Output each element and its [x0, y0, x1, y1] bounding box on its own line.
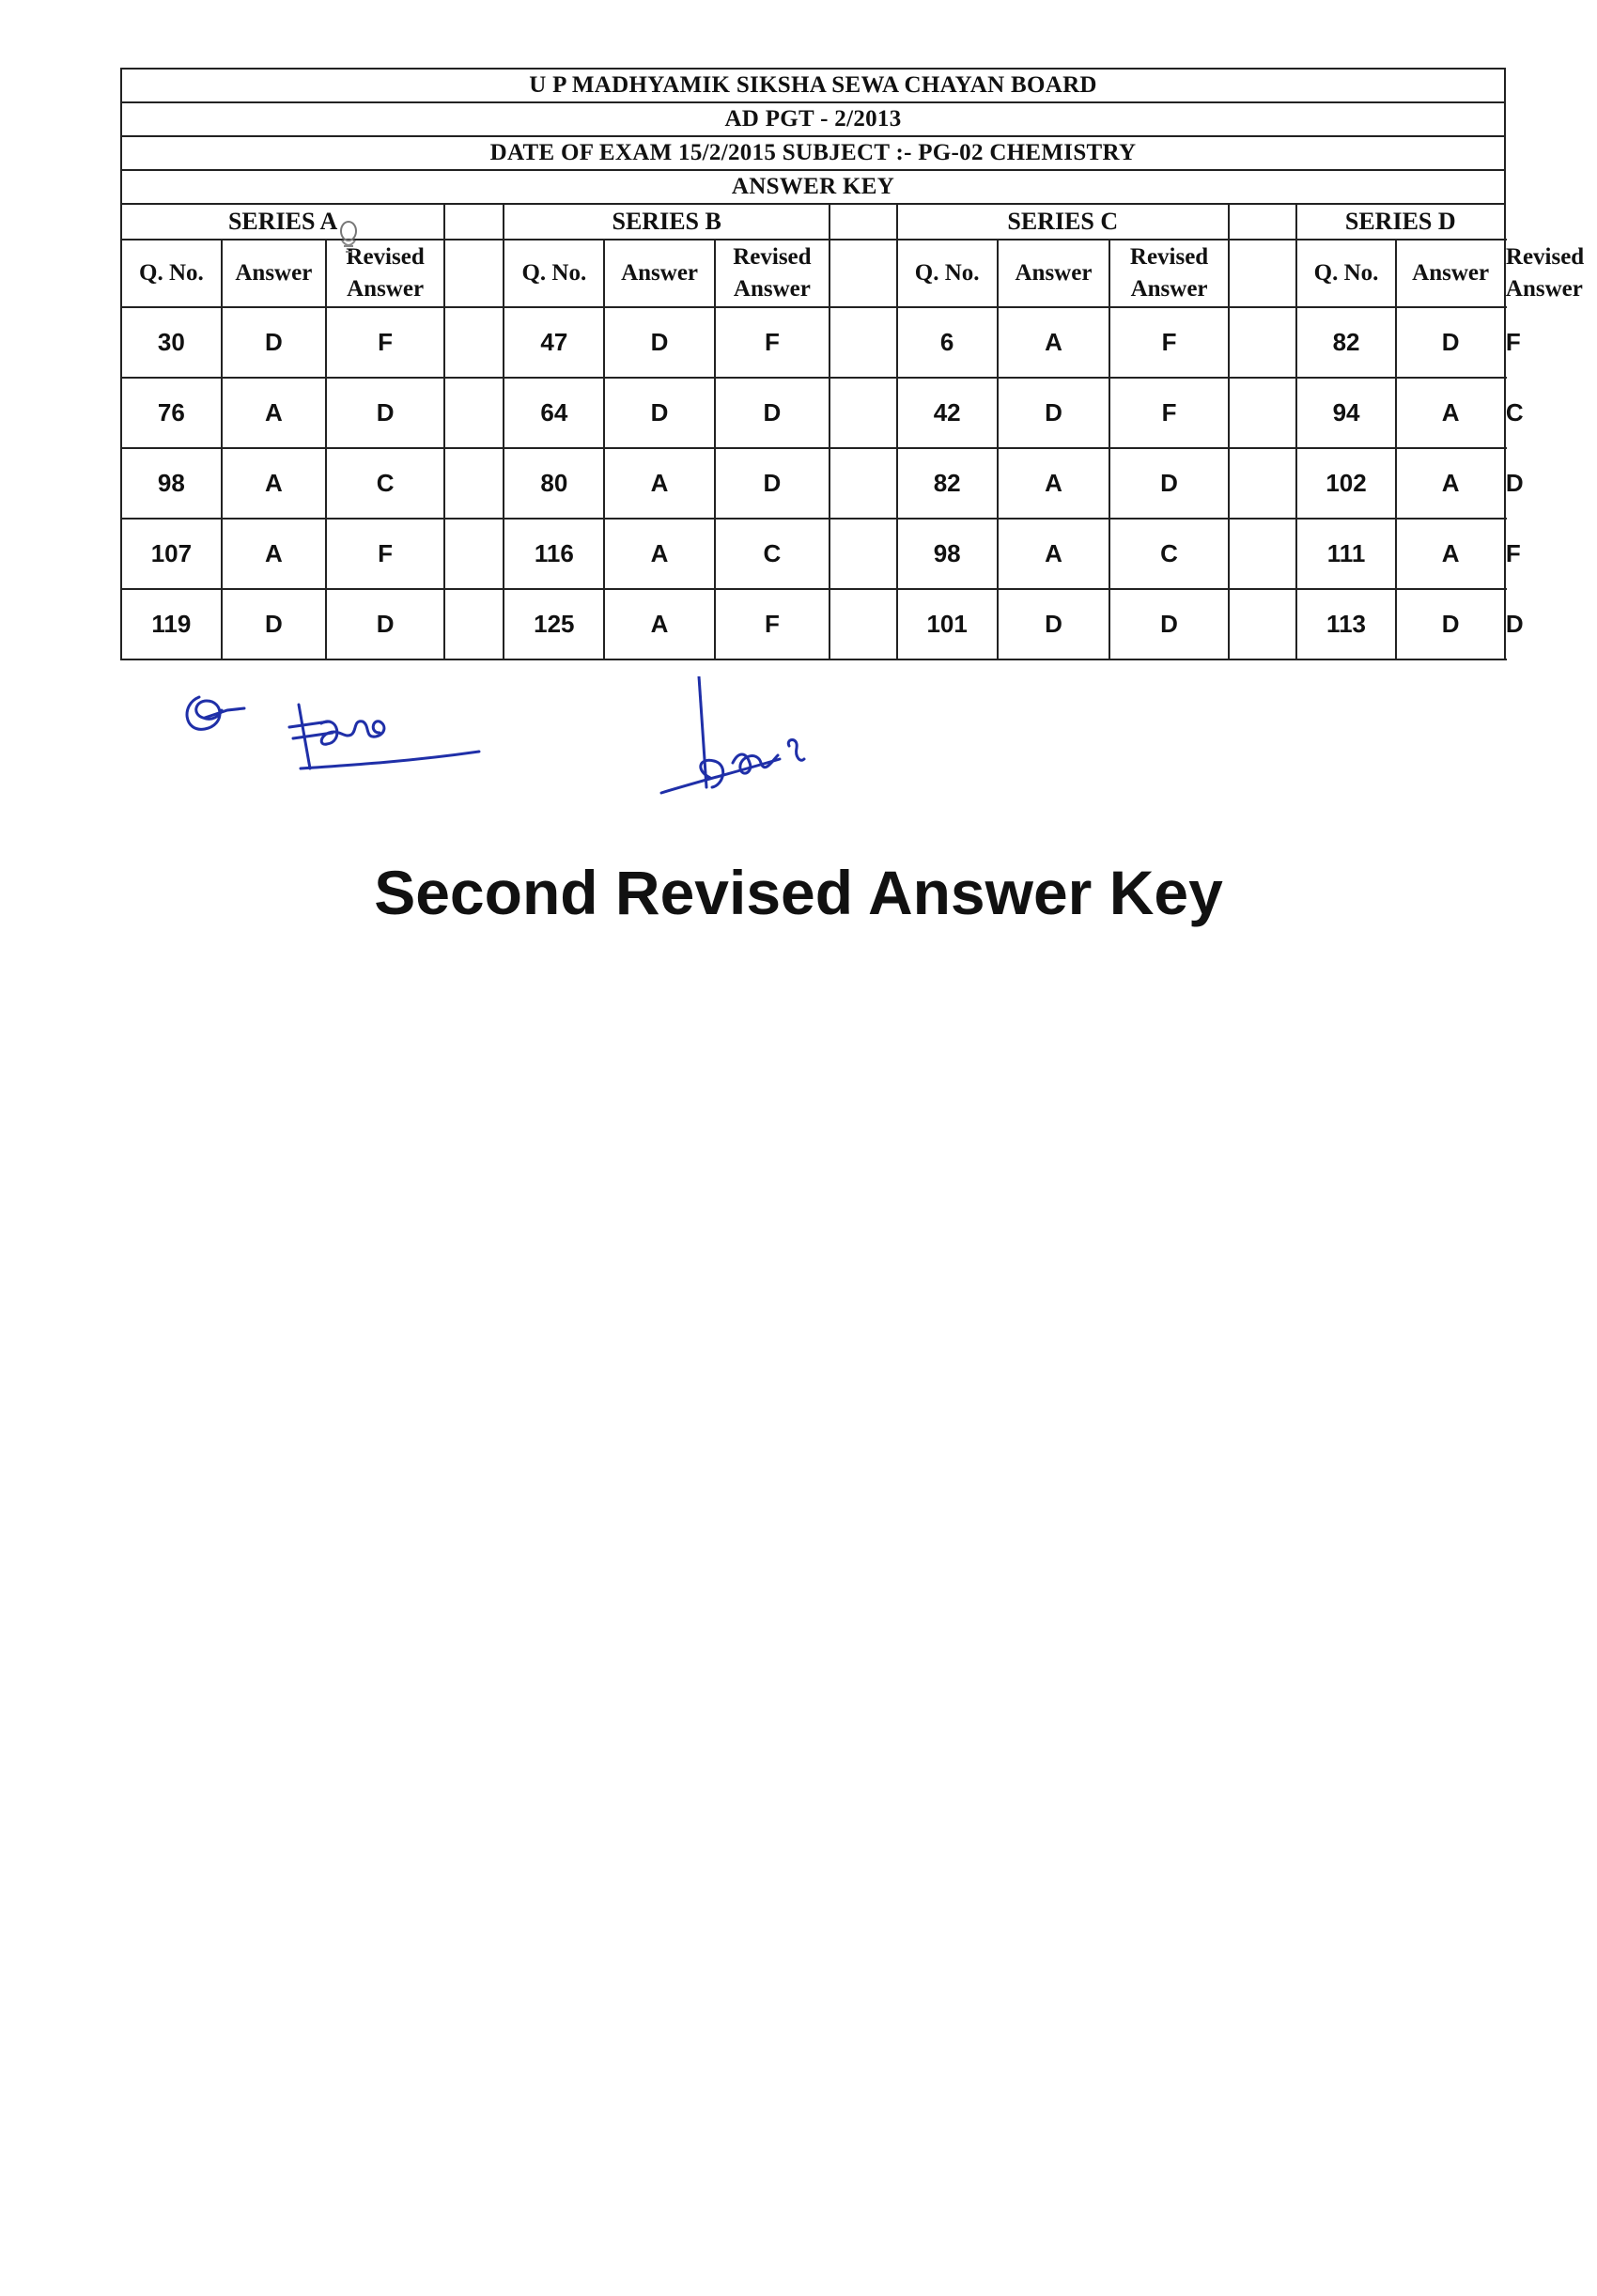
answer-cell: D	[222, 307, 326, 378]
qno-cell: 82	[897, 448, 998, 519]
revised-header-line1: Revised	[1129, 244, 1209, 270]
revised-answer-cell: F	[1109, 307, 1228, 378]
revised-header-line1: Revised	[346, 244, 425, 270]
qno-cell: 101	[897, 589, 998, 659]
table-row	[121, 378, 1505, 448]
signature-left	[178, 676, 498, 794]
answer-cell: A	[604, 519, 715, 589]
qno-header: Q. No.	[504, 240, 604, 307]
signature-right	[648, 676, 874, 813]
qno-cell: 116	[504, 519, 604, 589]
answer-cell: A	[222, 448, 326, 519]
series-d-label: SERIES D	[1296, 204, 1505, 240]
column-header-row	[121, 240, 1505, 307]
answer-cell: A	[998, 307, 1110, 378]
qno-cell: 82	[1296, 307, 1397, 378]
answer-cell: D	[604, 378, 715, 448]
answer-key-table	[120, 68, 1585, 660]
answer-header: Answer	[998, 240, 1110, 307]
spacer-cell	[830, 307, 897, 378]
spacer-cell	[444, 240, 504, 307]
spacer-cell	[1229, 448, 1296, 519]
answer-cell: D	[1396, 307, 1504, 378]
revised-header-line2: Answer	[1130, 276, 1208, 302]
revised-header-line2: Answer	[347, 276, 425, 302]
answer-cell: A	[222, 519, 326, 589]
qno-cell: 80	[504, 448, 604, 519]
official-seal	[334, 218, 363, 260]
spacer-cell	[1229, 589, 1296, 659]
revised-answer-cell: C	[715, 519, 830, 589]
qno-header: Q. No.	[1296, 240, 1397, 307]
revised-answer-cell: C	[1109, 519, 1228, 589]
spacer-cell	[444, 378, 504, 448]
spacer-cell	[1229, 307, 1296, 378]
revised-answer-cell: D	[715, 448, 830, 519]
qno-cell: 94	[1296, 378, 1397, 448]
qno-cell: 111	[1296, 519, 1397, 589]
series-header-row	[121, 204, 1505, 240]
spacer-cell	[830, 589, 897, 659]
revised-header-line2: Answer	[733, 276, 811, 302]
revised-header-line1: Revised	[733, 244, 812, 270]
answer-cell: A	[604, 589, 715, 659]
revised-answer-cell: D	[326, 589, 444, 659]
revised-answer-cell: F	[715, 589, 830, 659]
spacer-cell	[444, 204, 504, 240]
series-a-label: SERIES A	[121, 204, 444, 240]
qno-cell: 76	[121, 378, 222, 448]
spacer-cell	[1229, 240, 1296, 307]
table-row	[121, 589, 1505, 659]
revised-answer-cell: F	[326, 307, 444, 378]
table-row	[121, 519, 1505, 589]
spacer-cell	[1229, 378, 1296, 448]
revised-answer-cell: F	[326, 519, 444, 589]
answer-cell: D	[998, 589, 1110, 659]
spacer-cell	[830, 240, 897, 307]
document-title: ANSWER KEY	[121, 170, 1505, 204]
qno-cell: 102	[1296, 448, 1397, 519]
qno-header: Q. No.	[121, 240, 222, 307]
revised-answer-header	[715, 240, 830, 307]
revised-answer-cell: C	[326, 448, 444, 519]
qno-header: Q. No.	[897, 240, 998, 307]
qno-cell: 113	[1296, 589, 1397, 659]
answer-header: Answer	[222, 240, 326, 307]
answer-header: Answer	[1396, 240, 1504, 307]
qno-cell: 119	[121, 589, 222, 659]
board-title: U P MADHYAMIK SIKSHA SEWA CHAYAN BOARD	[121, 69, 1505, 102]
qno-cell: 6	[897, 307, 998, 378]
qno-cell: 64	[504, 378, 604, 448]
spacer-cell	[1229, 204, 1296, 240]
spacer-cell	[444, 448, 504, 519]
answer-cell: A	[1396, 519, 1504, 589]
spacer-cell	[444, 519, 504, 589]
spacer-cell	[830, 448, 897, 519]
revised-answer-cell: D	[715, 378, 830, 448]
answer-header: Answer	[604, 240, 715, 307]
answer-cell: D	[222, 589, 326, 659]
revised-answer-cell: D	[326, 378, 444, 448]
spacer-cell	[830, 519, 897, 589]
qno-cell: 125	[504, 589, 604, 659]
revision-title: Second Revised Answer Key	[374, 858, 1223, 927]
spacer-cell	[444, 589, 504, 659]
exam-code: AD PGT - 2/2013	[121, 102, 1505, 136]
spacer-cell	[444, 307, 504, 378]
series-c-label: SERIES C	[897, 204, 1229, 240]
qno-cell: 107	[121, 519, 222, 589]
revised-answer-cell: F	[715, 307, 830, 378]
revised-answer-header	[1109, 240, 1228, 307]
answer-cell: A	[998, 448, 1110, 519]
spacer-cell	[1229, 519, 1296, 589]
answer-cell: A	[604, 448, 715, 519]
answer-cell: D	[604, 307, 715, 378]
qno-cell: 42	[897, 378, 998, 448]
qno-cell: 30	[121, 307, 222, 378]
table-row	[121, 307, 1505, 378]
spacer-cell	[830, 204, 897, 240]
answer-cell: A	[222, 378, 326, 448]
qno-cell: 98	[121, 448, 222, 519]
revised-answer-cell: F	[1109, 378, 1228, 448]
spacer-cell	[830, 378, 897, 448]
answer-cell: D	[998, 378, 1110, 448]
revised-answer-cell: D	[1109, 448, 1228, 519]
qno-cell: 98	[897, 519, 998, 589]
revised-answer-cell: D	[1109, 589, 1228, 659]
series-b-label: SERIES B	[504, 204, 829, 240]
answer-cell: A	[1396, 448, 1504, 519]
answer-key-sheet	[120, 68, 1585, 660]
answer-cell: D	[1396, 589, 1504, 659]
qno-cell: 47	[504, 307, 604, 378]
exam-details: DATE OF EXAM 15/2/2015 SUBJECT :- PG-02 CHEMISTRY	[121, 136, 1505, 170]
answer-cell: A	[998, 519, 1110, 589]
table-row	[121, 448, 1505, 519]
answer-cell: A	[1396, 378, 1504, 448]
